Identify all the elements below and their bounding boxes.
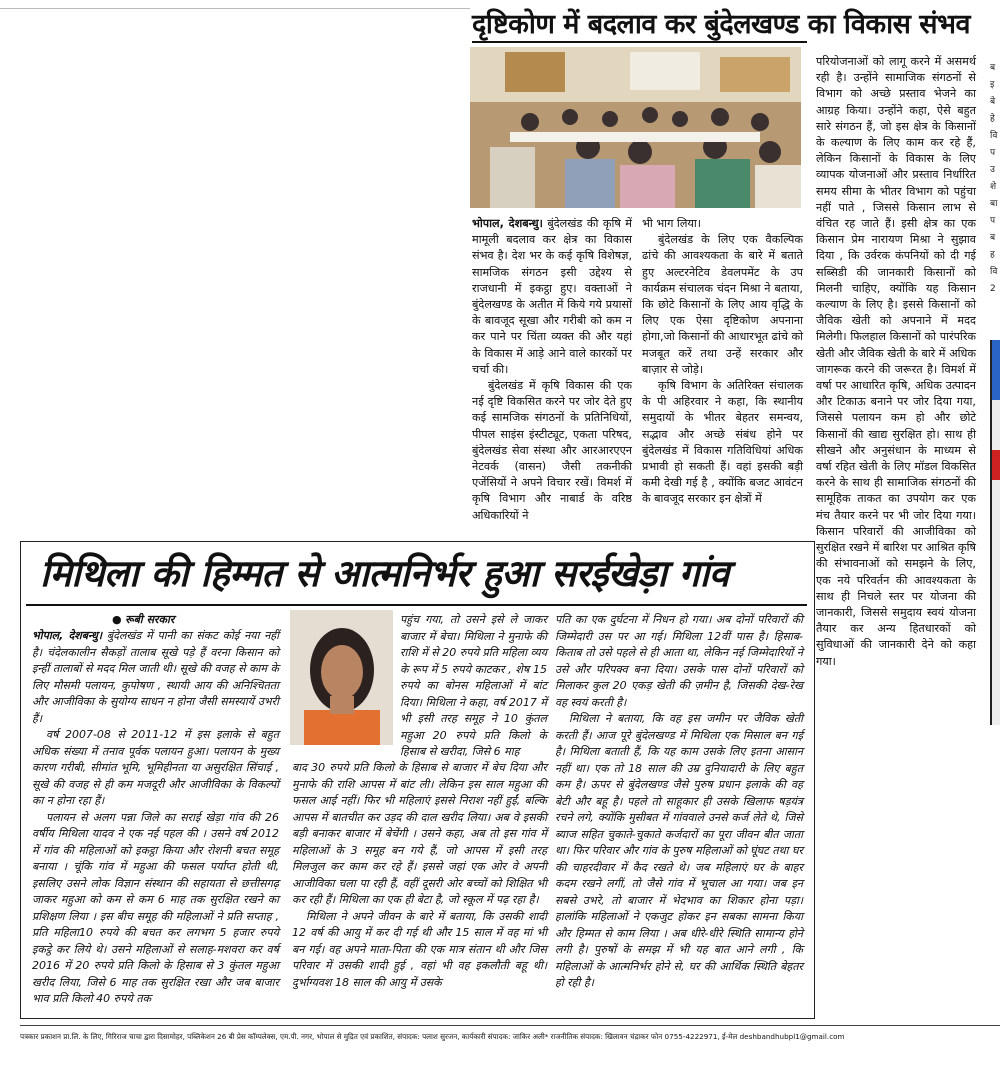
article1-headline-rule — [472, 41, 807, 43]
edge-fragment: इ — [990, 80, 995, 90]
article2-byline: रूबी सरकार — [125, 613, 175, 626]
article2-col3-para1: पति का एक दुर्घटना में निधन हो गया। अब दोनों परिवारों की जिम्मेदारी उस पर आ गई। मिथिला 12वीं पास है। हिसाब-किताब तो उसे पहले से ही आता था, लेकिन नई जिम्मेदारियों ने उसे और परिपक्व बना दिया। उसके पास दोनों परिवारों को मिलाकर कुल 20 एकड़ खेती की ज़मीन है, जिसकी देख-रेख वह स्वयं करती है। — [555, 613, 803, 709]
article2-col2-para2: मिथिला ने अपने जीवन के बारे में बताया, कि उसकी शादी 12 वर्ष की आयु में कर दी गई थी और 15 साल में वह मां भी बन गई। वह अपने माता-पिता की एक मात्र संतान थी और जिस परिवार में उसकी शादी हुई , वहां भी वह इकलौती बहू थी। दुर्भाग्यवश 18 साल की आयु में उसके — [292, 909, 547, 989]
article1-col2-para1: भी भाग लिया। — [642, 217, 702, 230]
adjacent-column-fragment — [990, 60, 1000, 300]
edge-fragment: बे — [990, 97, 996, 107]
edge-fragment: प — [990, 148, 996, 158]
article1-col3-para: परियोजनाओं को लागू करने में असमर्थ रही है। उन्होंने सामाजिक संगठनों से विभाग को अच्छे प्रस्ताव भेजने का आग्रह किया। उन्होंने कहा, ऐसे बहुत सारे संगठन हैं, जो इस क्षेत्र के किसानों के कल्याण के लिए काम कर रहे हैं, लेकिन किसानों के विकास के लिए व्यापक योजनाओं और प्रस्ताव निर्धारित समय सीमा के भीतर विभाग को पहुंचा नहीं पाते , जिससे किसान लाभ से वंचित रह जाते हैं। इसी क्षेत्र का एक किसान प्रेम नारायण मिश्रा ने सुझाव दिया , कि उर्वरक कंपनियों को दी गई सब्सिडी की जानकारी किसानों को मिलनी चाहिए, क्योंकि यह किसान कल्याण के लिए है। इससे किसानों को जैविक खेती को अपनाने में मदद मिलेगी। फिलहाल किसानों को पारंपरिक खेती और जैविक खेती के बारे में अधिक जागरूक करने की जरूरत है। विमर्श में वर्षा पर आधारित कृषि, अधिक उत्पादन और टिकाऊ बनाने पर जोर दिया गया, जिससे पलायन कम हो और छोटे किसानों की खाद्य सुरक्षित हो। साथ ही सीखने और अनुसंधान के माध्यम से वर्षा रहित खेती के लिए मॉडल विकसित करने के साथ ही सामाजिक संगठनों की सामूहिक ताकत का उपयोग कर एक मंच तैयार करने पर भी जोर दिया गया। किसान परिवारों की आजीविका को सुरक्षित रखने में बारिश पर आश्रित कृषि की संभावनाओं को समझने के लिए, एक नये परिवर्तन की आवश्यकता के साथ ही निचले स्तर पर योजना की जानकारी, जिससे समुदाय स्वयं योजना तैयार कर अन्य हितधारकों को सुविधाओं की जानकारी देने को कहा गया। — [816, 55, 976, 668]
edge-fragment: ह — [990, 250, 995, 260]
article2-portrait-photo — [290, 610, 393, 745]
article2-headline: मिथिला की हिम्मत से आत्मनिर्भर हुआ सरईखेड़ा गांव — [40, 552, 729, 595]
article1-dateline: भोपाल, देशबन्धु। — [472, 217, 543, 230]
article1-column-2 — [642, 216, 803, 508]
edge-fragment: वि — [990, 267, 998, 277]
article2-col3-para2: मिथिला ने बताया, कि वह इस जमीन पर जैविक खेती करती हैं। आज पूरे बुंदेलखण्ड में मिथिला एक मिसाल बन गई है। मिथिला बताती हैं, कि यह काम उसके लिए इतना आसान नहीं था। एक तो 18 साल की उम्र दुनियादारी के लिए बहुत कम है। ऊपर से बुंदेलखण्ड जैसे पुरुष प्रधान इलाके की वह बेटी और बहू है। पहले तो साहूकार ही उसके खिलाफ षड़यंत्र रचने लगे, क्योंकि मुसीबत में गांववाले उनसे कर्ज लेते थे, जिसे ब्याज सहित चुकाते-चुकाते कर्जदारों का पूरा जीवन बीत जाता था। फिर परिवार और गांव के पुरुष महिलाओं को घूंघट तथा घर की चाहरदीवार में कैद रखते थे। जब महिलाएं घर के बाहर कदम रखने लगीं, तो जैसे गांव में भूचाल आ गया। जब इन सबसे उभरे, तो बाजार में भेदभाव का शिकार होना पड़ा। हालांकि महिलाओं ने एकजुट होकर इन सबका सामना किया और हिम्मत से काम लिया । अब धीरे-धीरे स्थिति सामान्य होने लगी है। पुरुषों के समझ में भी यह बात आने लगी , कि महिलाओं के आत्मनिर्भर होने से, घर की आर्थिक स्थिति बेहतर हो रही है। — [555, 712, 803, 989]
article2-column-1-top — [32, 612, 282, 629]
article2-column-2 — [292, 760, 547, 991]
article2-col1-para1: बुंदेलखंड में पानी का संकट कोई नया नहीं है। चंदेलकालीन सैकड़ों तालाब सूखे पड़े हैं वरना किसान को इन्हीं तालाबों से मदद मिल जाती थी। सूखे की वजह से काम के लिए मौसमी पलायन, कुपोषण , स्थायी आय की अनिश्चितता और आजीविका के सुयोग्य साधन न होना जैसी समस्यायें उभरी हैं। — [32, 629, 280, 725]
article1-photo-conference — [470, 47, 801, 208]
article2-column-2-top — [400, 612, 547, 761]
edge-fragment: बा — [990, 199, 998, 209]
page-top-rule — [0, 8, 470, 9]
edge-fragment: वि — [990, 131, 998, 141]
article1-column-1 — [472, 216, 632, 524]
imprint-footer: पत्रकार प्रकाशन प्रा.लि. के लिए, गिरिराज चाचा द्वारा दिसामोहर, पब्लिकेशन 26 बी प्रेस कॉम्पलेक्स, एम.पी. नगर, भोपाल से मुद्रित एवं प्रकाशित, संपादक: पलाश सुरजन, कार्यकारी संपादक: जाकिर अली* राजनीतिक संपादक: खिलावन चंद्राकर फोन 0755-4222971, ई-मेल deshbandhubpl1@gmail.com — [20, 1025, 1000, 1048]
article1-headline: दृष्टिकोण में बदलाव कर बुंदेलखण्ड का विकास संभव — [472, 9, 971, 40]
article2-col1-para3: पलायन से अलग पन्ना जिले का सराई खेड़ा गांव की 26 वर्षीय मिथिला यादव ने एक नई पहल की । उसने वर्ष 2012 में गांव की महिलाओं को इकट्ठा किया और रोशनी बचत समूह बनाया । चूंकि गांव में महुआ की फसल पर्याप्त होती थी, इसलिए उसने लोक विज्ञान संस्थान की सहायता से छत्तीसगढ़ जाकर महुआ को कम से कम 6 माह तक सुरक्षित रखने का प्रशिक्षण लिया । इस बीच समूह की महिलाओं ने प्रति सप्ताह , प्रति महिला10 रुपये की बचत कर लगभग 5 हजार रुपये इकट्ठे कर लिये थे। उसने महिलाओं से सलाह-मशवरा कर वर्ष 2016 में 20 रुपये प्रति किलो के हिसाब से 3 कुंतल महुआ खरीद लिया, जिसे 6 माह तक सुरक्षित रखा और जब बाजार भाव प्रति किलो 40 रुपये तक — [32, 810, 279, 1005]
edge-fragment: ब — [990, 63, 996, 73]
bullet-icon: ● — [112, 613, 122, 626]
article2-column-3 — [555, 612, 803, 992]
article2-dateline: भोपाल, देशबन्धु। — [32, 629, 103, 642]
article2-col2-para1: बाद 30 रुपये प्रति किलो के हिसाब से बाजार में बेच दिया और मुनाफे की राशि आपस में बांट ली। लेकिन इस साल महुआ की फसल आई नहीं। फिर भी महिलाएं इससे निराश नहीं हुईं, बल्कि आपस में बातचीत कर उड़द की दाल खरीद लिया। अब वे इसकी बड़ी बनाकर बाजार में बेचेंगी । उसने कहा, अब तो इस गांव में महिलाओं के 3 समूह बन गये हैं, जो आपस में इसी तरह मिलजुल कर काम कर रहे हैं। इससे जहां एक ओर वे अपनी आजीविका चला पा रही हैं, वहीं दूसरी ओर बच्चों को शिक्षित भी कर रही हैं। मिथिला का एक ही बेटा है, जो स्कूल में पढ़ रहा है। — [292, 761, 547, 906]
edge-fragment: प — [990, 216, 996, 226]
edge-fragment: हे — [990, 114, 995, 124]
article2-column-1 — [32, 628, 279, 1008]
adjacent-ad-edge — [990, 340, 1000, 725]
article2-headline-rule — [26, 604, 807, 606]
article2-col2-top: पहुंच गया, तो उसने इसे ले जाकर बाजार में बेचा। मिथिला ने मुनाफे की राशि में से 20 रुपये प्रति महिला व्यय के रूप में 5 रुपये काटकर , शेष 15 रुपये का बोनस महिलाओं में बांट दिया। मिथिला ने कहा, वर्ष 2017 में भी इसी तरह समूह ने 10 कुंतल महुआ 20 रुपये प्रति किलो के हिसाब से खरीदा, जिसे 6 माह — [400, 613, 547, 758]
article1-col2-para2: बुंदेलखंड के लिए एक वैकल्पिक ढांचे की आवश्यकता के बारे में बताते हुए अल्टरनेटिव डेवलपमेंट के उप कार्यक्रम संचालक चंदन मिश्रा ने बताया, कि छोटे किसानों के लिए आय वृद्धि के लिए एक ऐसा दृष्टिकोण अपनाना होगा,जो किसानों की आधारभूत ढांचे को मजबूत करें तथा उन्हें सरकार और बाज़ार से जोड़े। — [642, 233, 803, 376]
edge-fragment: उ — [990, 165, 995, 175]
article1-column-3 — [816, 54, 976, 670]
edge-fragment: 2 — [990, 284, 996, 294]
article1-col1-para2: बुंदेलखंड में कृषि विकास की एक नई दृष्टि विकसित करने पर जोर देते हुए कई सामजिक संगठनों के प्रतिनिधियों, पीपल साइंस इंस्टीट्यूट, एकता परिषद, बुंदेलखंड सेवा संस्था और आरआरएएन नेटवर्क (वासन) जैसी तकनीकी एजेंसियों ने अपने विचार रखें। विमर्श में कृषि विभाग और नाबार्ड के वरिष्ठ अधिकारियों ने — [472, 379, 632, 522]
article2-col1-para2: वर्ष 2007-08 से 2011-12 में इस इलाके से बहुत अधिक संख्या में तनाव पूर्वक पलायन हुआ। पलायन के मुख्य कारण गरीबी, सीमांत भूमि, भूमिहीनता या असुरक्षित सिंचाई , सूखे की वजह से ही कम मजदूरी और आजीविका के विकल्पों का न होना रहा हैं। — [32, 728, 279, 807]
article1-col2-para3: कृषि विभाग के अतिरिक्त संचालक के पी अहिरवार ने कहा, कि स्थानीय समुदायों के भीतर बेहतर समन्वय, सद्भाव और अच्छे संबंध होने पर बुंदेलखंड में विकास गतिविधियां अधिक प्रभावी हो सकती हैं। वहां इसकी बड़ी कमी देखी गई है , क्योंकि बजट आवंटन के बावजूद सरकार इन क्षेत्रों में — [642, 379, 803, 506]
edge-fragment: ब — [990, 233, 996, 243]
edge-fragment: शे — [990, 182, 997, 192]
article1-col1-para1: बुंदेलखंड की कृषि में मामूली बदलाव कर क्षेत्र का विकास संभव है। देश भर के कई कृषि विशेषज्ञ, सामजिक संगठन इसी उद्देश्य से राजधानी में इकट्ठा हुए। वक्ताओं ने बुंदेलखण्ड के अतीत में किये गये प्रयासों के बावजूद सूखा और गरीबी को कम न कर पाने पर चिंता व्यक्त की और यहां के विकास में आड़े आने वाले कारकों पर चर्चा की। — [472, 217, 633, 376]
